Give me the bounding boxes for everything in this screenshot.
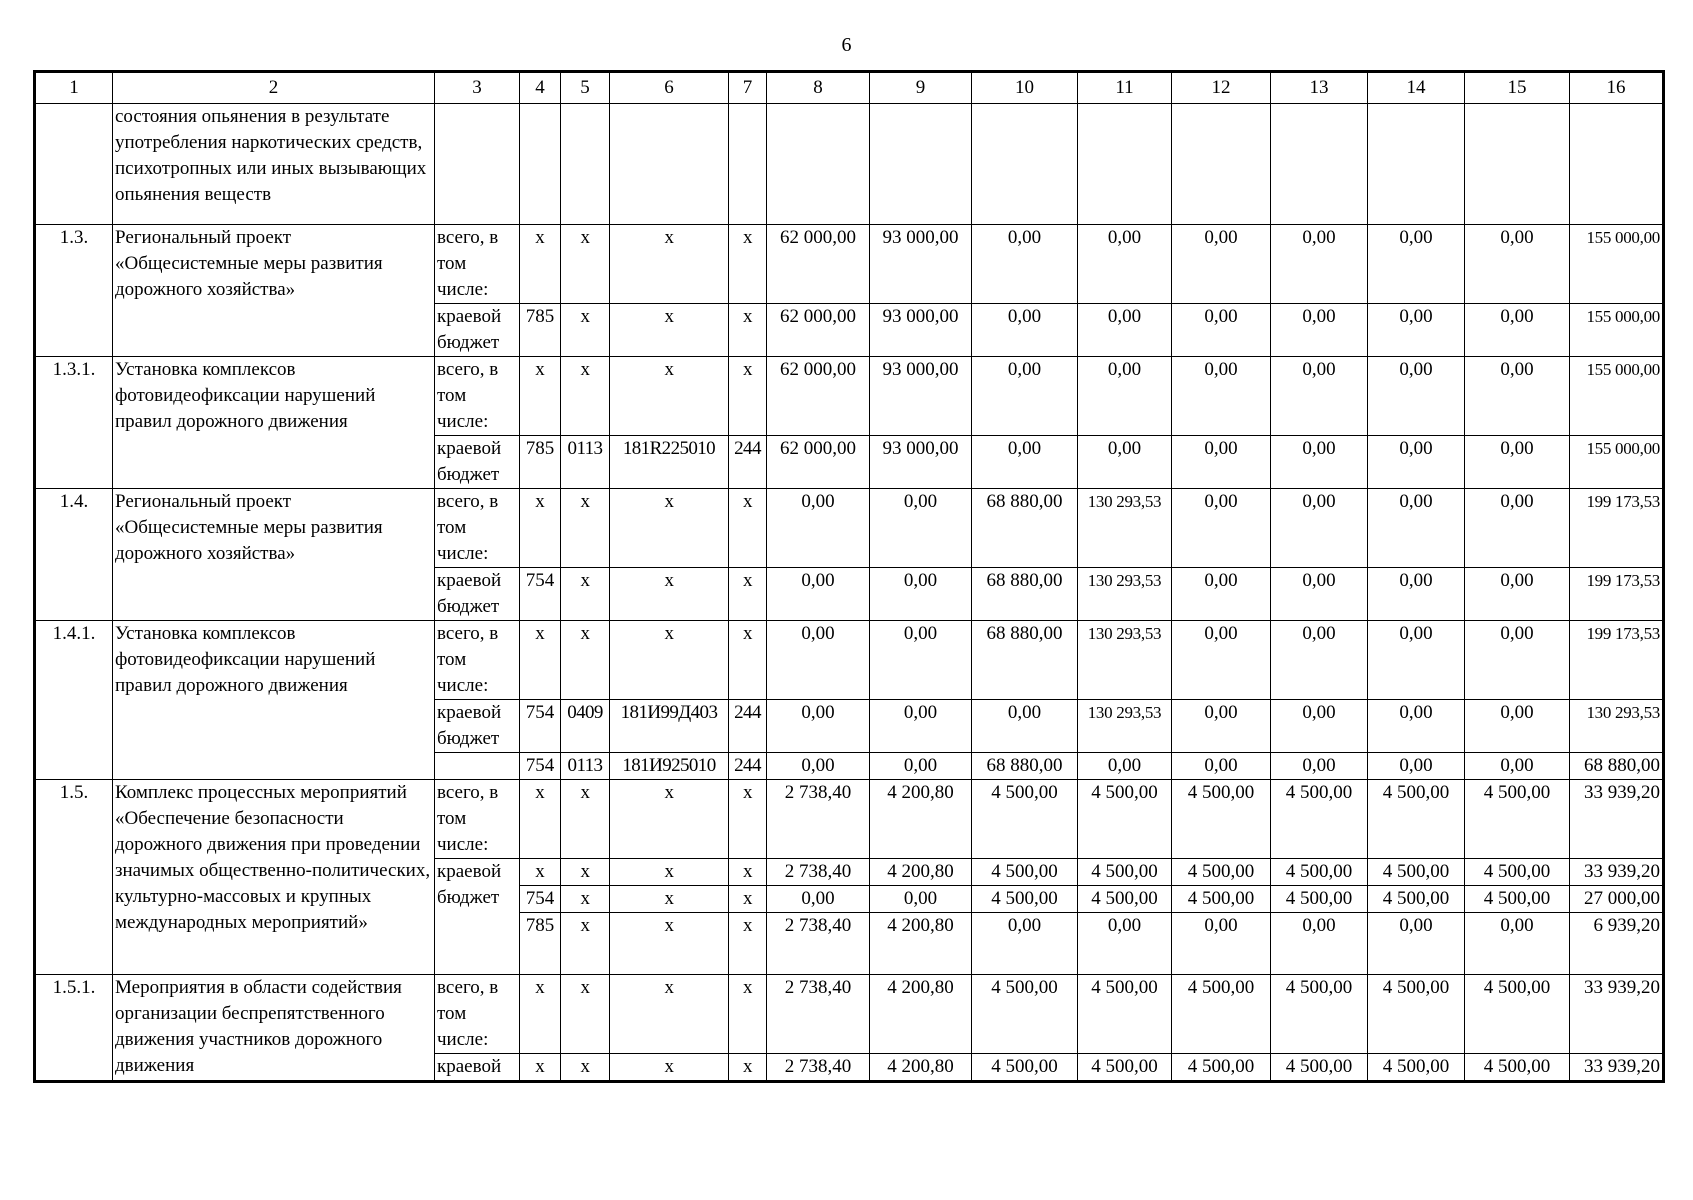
year-value-14: 0,00 (1368, 225, 1465, 304)
section-code: x (561, 621, 610, 700)
year-value-8: 0,00 (767, 753, 870, 780)
section-code: x (561, 225, 610, 304)
year-value-13: 4 500,00 (1271, 975, 1368, 1054)
total-value: 33 939,20 (1570, 859, 1664, 886)
total-value: 199 173,53 (1570, 489, 1664, 568)
item-name: Мероприятия в области содействия организации беспрепятственного движения участников дорожного движения (113, 975, 435, 1082)
expense-type-code: x (729, 1054, 767, 1082)
year-value-15: 4 500,00 (1465, 1054, 1570, 1082)
year-value-10: 4 500,00 (972, 859, 1078, 886)
year-value-13: 0,00 (1271, 436, 1368, 489)
year-value-10: 4 500,00 (972, 886, 1078, 913)
table-row (35, 489, 1664, 568)
column-header-row (35, 72, 1664, 104)
year-value-15: 4 500,00 (1465, 859, 1570, 886)
year-value-9: 4 200,80 (870, 1054, 972, 1082)
year-value-11: 0,00 (1078, 753, 1172, 780)
column-header-7: 7 (729, 72, 767, 104)
year-value-9: 0,00 (870, 700, 972, 753)
year-value-15: 0,00 (1465, 913, 1570, 975)
year-value-14: 0,00 (1368, 753, 1465, 780)
section-code: x (561, 913, 610, 975)
year-value-10: 0,00 (972, 225, 1078, 304)
year-value-14: 4 500,00 (1368, 859, 1465, 886)
total-value: 27 000,00 (1570, 886, 1664, 913)
year-value-14: 0,00 (1368, 304, 1465, 357)
year-value-10: 68 880,00 (972, 753, 1078, 780)
year-value-15: 4 500,00 (1465, 975, 1570, 1054)
item-number: 1.4.1. (35, 621, 113, 780)
expense-type-code: x (729, 225, 767, 304)
admin-code: x (520, 357, 561, 436)
target-article-code: x (610, 568, 729, 621)
year-value-10: 4 500,00 (972, 780, 1078, 859)
year-value-13: 0,00 (1271, 621, 1368, 700)
admin-code: x (520, 1054, 561, 1082)
column-header-3: 3 (435, 72, 520, 104)
year-value-14: 0,00 (1368, 436, 1465, 489)
year-value-8: 0,00 (767, 886, 870, 913)
year-value-15: 0,00 (1465, 357, 1570, 436)
funding-source: всего, в том числе: (435, 621, 520, 700)
total-value: 130 293,53 (1570, 700, 1664, 753)
year-value-14: 0,00 (1368, 357, 1465, 436)
column-header-2: 2 (113, 72, 435, 104)
admin-code: 754 (520, 753, 561, 780)
column-header-4: 4 (520, 72, 561, 104)
year-value-11: 0,00 (1078, 913, 1172, 975)
item-name: Комплекс процессных мероприятий «Обеспечение безопасности дорожного движения при проведении значимых общественно-политических, культурно-массовых и крупных международных мероприятий» (113, 780, 435, 975)
year-value-12: 0,00 (1172, 753, 1271, 780)
total-value: 155 000,00 (1570, 357, 1664, 436)
year-value-11: 130 293,53 (1078, 621, 1172, 700)
year-value-11: 4 500,00 (1078, 859, 1172, 886)
section-code: x (561, 859, 610, 886)
section-code: x (561, 780, 610, 859)
table-row (35, 621, 1664, 700)
column-header-5: 5 (561, 72, 610, 104)
year-value-8: 0,00 (767, 489, 870, 568)
expense-type-code: x (729, 621, 767, 700)
year-value-11: 0,00 (1078, 304, 1172, 357)
total-value: 155 000,00 (1570, 436, 1664, 489)
year-value-12: 4 500,00 (1172, 780, 1271, 859)
total-value: 33 939,20 (1570, 1054, 1664, 1082)
admin-code: x (520, 859, 561, 886)
total-value: 199 173,53 (1570, 568, 1664, 621)
admin-code: x (520, 225, 561, 304)
year-value-12: 0,00 (1172, 568, 1271, 621)
year-value-14: 4 500,00 (1368, 780, 1465, 859)
total-value: 6 939,20 (1570, 913, 1664, 975)
admin-code: x (520, 489, 561, 568)
year-value-10: 68 880,00 (972, 489, 1078, 568)
funding-source: всего, в том числе: (435, 225, 520, 304)
year-value-12: 0,00 (1172, 357, 1271, 436)
year-value-10: 0,00 (972, 913, 1078, 975)
year-value-10: 68 880,00 (972, 568, 1078, 621)
target-article-code: 181И99Д403 (610, 700, 729, 753)
admin-code: 754 (520, 886, 561, 913)
year-value-10: 68 880,00 (972, 621, 1078, 700)
year-value-10: 0,00 (972, 304, 1078, 357)
total-value: 155 000,00 (1570, 225, 1664, 304)
year-value-12: 0,00 (1172, 700, 1271, 753)
year-value-13: 4 500,00 (1271, 1054, 1368, 1082)
target-article-code: x (610, 621, 729, 700)
year-value-15: 0,00 (1465, 700, 1570, 753)
year-value-11: 130 293,53 (1078, 489, 1172, 568)
year-value-9: 0,00 (870, 489, 972, 568)
year-value-12: 0,00 (1172, 913, 1271, 975)
year-value-13: 4 500,00 (1271, 886, 1368, 913)
year-value-8: 62 000,00 (767, 436, 870, 489)
target-article-code: 181R225010 (610, 436, 729, 489)
year-value-13: 0,00 (1271, 489, 1368, 568)
expense-type-code: x (729, 859, 767, 886)
year-value-13: 0,00 (1271, 913, 1368, 975)
item-name: Региональный проект «Общесистемные меры развития дорожного хозяйства» (113, 489, 435, 621)
year-value-9: 4 200,80 (870, 913, 972, 975)
item-name: Установка комплексов фотовидеофиксации нарушений правил дорожного движения (113, 357, 435, 489)
target-article-code: x (610, 975, 729, 1054)
year-value-11: 130 293,53 (1078, 568, 1172, 621)
year-value-10: 4 500,00 (972, 1054, 1078, 1082)
section-code: x (561, 357, 610, 436)
funding-source: всего, в том числе: (435, 975, 520, 1054)
year-value-12: 0,00 (1172, 489, 1271, 568)
year-value-10: 0,00 (972, 436, 1078, 489)
budget-table (33, 70, 1665, 1083)
section-code: 0113 (561, 753, 610, 780)
funding-source: краевой бюджет (435, 700, 520, 753)
expense-type-code: x (729, 304, 767, 357)
section-code: x (561, 886, 610, 913)
section-code: x (561, 975, 610, 1054)
year-value-10: 0,00 (972, 357, 1078, 436)
year-value-15: 0,00 (1465, 753, 1570, 780)
year-value-8: 62 000,00 (767, 225, 870, 304)
year-value-13: 0,00 (1271, 753, 1368, 780)
year-value-8: 2 738,40 (767, 859, 870, 886)
year-value-13: 0,00 (1271, 700, 1368, 753)
funding-source: краевой бюджет (435, 304, 520, 357)
target-article-code: x (610, 913, 729, 975)
year-value-15: 0,00 (1465, 489, 1570, 568)
admin-code: 754 (520, 568, 561, 621)
column-header-1: 1 (35, 72, 113, 104)
item-number: 1.5. (35, 780, 113, 975)
column-header-12: 12 (1172, 72, 1271, 104)
continuation-row (35, 104, 1664, 225)
year-value-9: 93 000,00 (870, 357, 972, 436)
target-article-code: x (610, 489, 729, 568)
year-value-14: 0,00 (1368, 621, 1465, 700)
target-article-code: x (610, 1054, 729, 1082)
year-value-11: 0,00 (1078, 225, 1172, 304)
column-header-16: 16 (1570, 72, 1664, 104)
year-value-12: 4 500,00 (1172, 859, 1271, 886)
year-value-11: 4 500,00 (1078, 975, 1172, 1054)
expense-type-code: 244 (729, 700, 767, 753)
admin-code: x (520, 780, 561, 859)
total-value: 33 939,20 (1570, 975, 1664, 1054)
expense-type-code: x (729, 489, 767, 568)
year-value-11: 4 500,00 (1078, 780, 1172, 859)
year-value-15: 0,00 (1465, 304, 1570, 357)
column-header-14: 14 (1368, 72, 1465, 104)
year-value-9: 0,00 (870, 753, 972, 780)
admin-code: x (520, 975, 561, 1054)
year-value-9: 0,00 (870, 621, 972, 700)
year-value-9: 93 000,00 (870, 225, 972, 304)
expense-type-code: x (729, 780, 767, 859)
column-header-9: 9 (870, 72, 972, 104)
year-value-9: 93 000,00 (870, 436, 972, 489)
year-value-8: 2 738,40 (767, 1054, 870, 1082)
year-value-12: 0,00 (1172, 225, 1271, 304)
item-name: Региональный проект «Общесистемные меры развития дорожного хозяйства» (113, 225, 435, 357)
item-name: Установка комплексов фотовидеофиксации нарушений правил дорожного движения (113, 621, 435, 780)
table-row (35, 357, 1664, 436)
year-value-8: 0,00 (767, 621, 870, 700)
year-value-14: 4 500,00 (1368, 1054, 1465, 1082)
year-value-12: 4 500,00 (1172, 886, 1271, 913)
target-article-code: x (610, 859, 729, 886)
total-value: 68 880,00 (1570, 753, 1664, 780)
funding-source: краевой бюджет (435, 859, 520, 975)
column-header-11: 11 (1078, 72, 1172, 104)
section-code: x (561, 489, 610, 568)
expense-type-code: 244 (729, 753, 767, 780)
year-value-14: 0,00 (1368, 700, 1465, 753)
year-value-15: 0,00 (1465, 436, 1570, 489)
year-value-9: 4 200,80 (870, 859, 972, 886)
section-code: x (561, 568, 610, 621)
section-code: 0409 (561, 700, 610, 753)
target-article-code: x (610, 780, 729, 859)
funding-source: краевой бюджет (435, 436, 520, 489)
year-value-13: 4 500,00 (1271, 859, 1368, 886)
section-code: x (561, 304, 610, 357)
year-value-9: 4 200,80 (870, 975, 972, 1054)
admin-code: 785 (520, 913, 561, 975)
column-header-15: 15 (1465, 72, 1570, 104)
year-value-13: 0,00 (1271, 304, 1368, 357)
expense-type-code: 244 (729, 436, 767, 489)
year-value-8: 2 738,40 (767, 780, 870, 859)
expense-type-code: x (729, 568, 767, 621)
year-value-12: 0,00 (1172, 436, 1271, 489)
funding-source: краевой (435, 1054, 520, 1082)
year-value-11: 4 500,00 (1078, 1054, 1172, 1082)
target-article-code: 181И925010 (610, 753, 729, 780)
admin-code: x (520, 621, 561, 700)
cell-num (35, 104, 113, 225)
year-value-11: 0,00 (1078, 436, 1172, 489)
year-value-8: 2 738,40 (767, 913, 870, 975)
section-code: 0113 (561, 436, 610, 489)
funding-source: всего, в том числе: (435, 780, 520, 859)
item-number: 1.5.1. (35, 975, 113, 1082)
year-value-11: 130 293,53 (1078, 700, 1172, 753)
target-article-code: x (610, 357, 729, 436)
year-value-8: 2 738,40 (767, 975, 870, 1054)
year-value-10: 4 500,00 (972, 975, 1078, 1054)
funding-source (435, 753, 520, 780)
funding-source: краевой бюджет (435, 568, 520, 621)
column-header-8: 8 (767, 72, 870, 104)
year-value-14: 4 500,00 (1368, 975, 1465, 1054)
table-row (35, 225, 1664, 304)
year-value-9: 93 000,00 (870, 304, 972, 357)
continuation-text: состояния опьянения в результате употребления наркотических средств, психотропных или иных вызывающих опьянения веществ (113, 104, 435, 225)
year-value-14: 0,00 (1368, 568, 1465, 621)
total-value: 199 173,53 (1570, 621, 1664, 700)
funding-source: всего, в том числе: (435, 357, 520, 436)
section-code: x (561, 1054, 610, 1082)
year-value-12: 4 500,00 (1172, 1054, 1271, 1082)
column-header-10: 10 (972, 72, 1078, 104)
year-value-15: 0,00 (1465, 621, 1570, 700)
year-value-13: 0,00 (1271, 357, 1368, 436)
year-value-13: 0,00 (1271, 225, 1368, 304)
target-article-code: x (610, 225, 729, 304)
admin-code: 785 (520, 436, 561, 489)
year-value-9: 0,00 (870, 568, 972, 621)
year-value-13: 4 500,00 (1271, 780, 1368, 859)
year-value-9: 0,00 (870, 886, 972, 913)
item-number: 1.4. (35, 489, 113, 621)
year-value-13: 0,00 (1271, 568, 1368, 621)
year-value-15: 4 500,00 (1465, 780, 1570, 859)
year-value-8: 0,00 (767, 568, 870, 621)
expense-type-code: x (729, 913, 767, 975)
year-value-12: 4 500,00 (1172, 975, 1271, 1054)
year-value-14: 0,00 (1368, 913, 1465, 975)
expense-type-code: x (729, 357, 767, 436)
year-value-14: 0,00 (1368, 489, 1465, 568)
total-value: 155 000,00 (1570, 304, 1664, 357)
year-value-8: 62 000,00 (767, 357, 870, 436)
year-value-10: 0,00 (972, 700, 1078, 753)
target-article-code: x (610, 304, 729, 357)
admin-code: 785 (520, 304, 561, 357)
expense-type-code: x (729, 886, 767, 913)
year-value-12: 0,00 (1172, 621, 1271, 700)
total-value: 33 939,20 (1570, 780, 1664, 859)
column-header-13: 13 (1271, 72, 1368, 104)
admin-code: 754 (520, 700, 561, 753)
page-number: 6 (841, 34, 852, 56)
item-number: 1.3.1. (35, 357, 113, 489)
year-value-8: 0,00 (767, 700, 870, 753)
year-value-15: 0,00 (1465, 568, 1570, 621)
column-header-6: 6 (610, 72, 729, 104)
target-article-code: x (610, 886, 729, 913)
table-row (35, 780, 1664, 859)
year-value-15: 0,00 (1465, 225, 1570, 304)
table-body (35, 104, 1664, 1082)
year-value-8: 62 000,00 (767, 304, 870, 357)
year-value-12: 0,00 (1172, 304, 1271, 357)
year-value-11: 4 500,00 (1078, 886, 1172, 913)
table-row (35, 975, 1664, 1054)
year-value-11: 0,00 (1078, 357, 1172, 436)
item-number: 1.3. (35, 225, 113, 357)
year-value-14: 4 500,00 (1368, 886, 1465, 913)
funding-source: всего, в том числе: (435, 489, 520, 568)
expense-type-code: x (729, 975, 767, 1054)
year-value-15: 4 500,00 (1465, 886, 1570, 913)
year-value-9: 4 200,80 (870, 780, 972, 859)
